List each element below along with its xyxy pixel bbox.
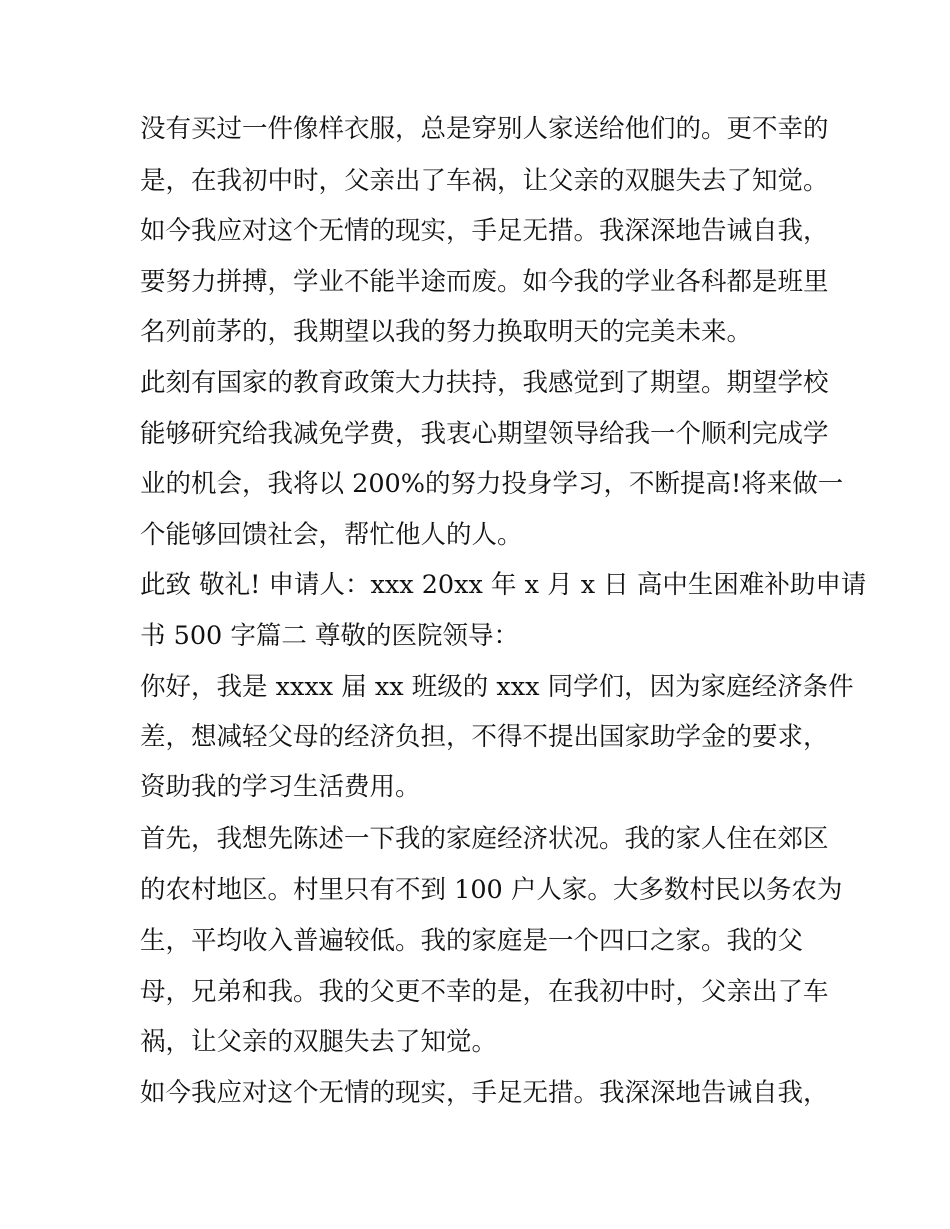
text-line: 母，兄弟和我。我的父更不幸的是，在我初中时，父亲出了车 <box>140 977 829 1007</box>
text-line: 个能够回馈社会，帮忙他人的人。 <box>140 520 523 550</box>
text-line: 没有买过一件像样衣服，总是穿别人家送给他们的。更不幸的 <box>140 114 829 144</box>
text-line: 如今我应对这个无情的现实，手足无措。我深深地告诫自我， <box>140 1078 829 1108</box>
text-line: 首先，我想先陈述一下我的家庭经济状况。我的家人住在郊区 <box>140 824 829 854</box>
text-line: 生，平均收入普遍较低。我的家庭是一个四口之家。我的父 <box>140 926 804 956</box>
text-line: 如今我应对这个无情的现实，手足无措。我深深地告诫自我， <box>140 216 829 246</box>
text-line: 差，想减轻父母的经济负担，不得不提出国家助学金的要求， <box>140 722 829 752</box>
text-line: 要努力拼搏，学业不能半途而废。如今我的学业各科都是班里 <box>140 267 829 297</box>
text-line: 业的机会，我将以 200%的努力投身学习，不断提高!将来做一 <box>140 469 844 499</box>
text-line: 此致 敬礼! 申请人：xxx 20xx 年 x 月 x 日 高中生困难补助申请 <box>140 570 867 600</box>
text-line: 你好，我是 xxxx 届 xx 班级的 xxx 同学们，因为家庭经济条件 <box>140 672 854 702</box>
text-line: 资助我的学习生活费用。 <box>140 772 421 802</box>
text-line: 名列前茅的，我期望以我的努力换取明天的完美未来。 <box>140 317 753 347</box>
text-line: 此刻有国家的教育政策大力扶持，我感觉到了期望。期望学校 <box>140 368 829 398</box>
text-line: 能够研究给我减免学费，我衷心期望领导给我一个顺利完成学 <box>140 419 829 449</box>
text-line: 是，在我初中时，父亲出了车祸，让父亲的双腿失去了知觉。 <box>140 166 829 196</box>
text-line: 书 500 字篇二 尊敬的医院领导： <box>140 621 519 651</box>
text-line: 祸，让父亲的双腿失去了知觉。 <box>140 1027 498 1057</box>
text-line: 的农村地区。村里只有不到 100 户人家。大多数村民以务农为 <box>140 875 843 905</box>
